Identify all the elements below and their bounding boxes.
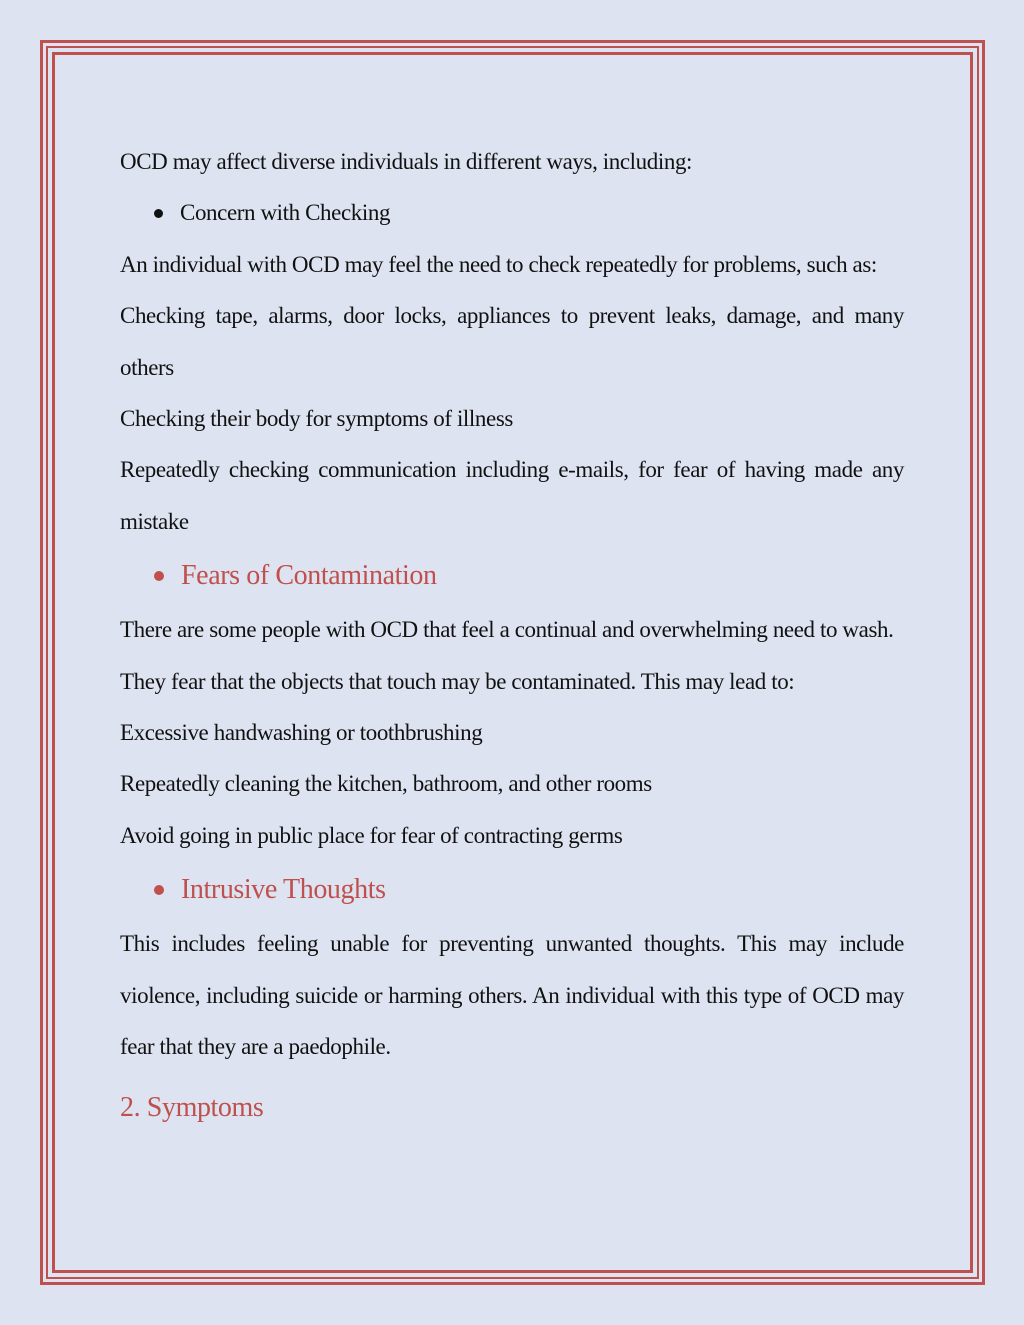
contamination-lead-text: There are some people with OCD that feel a continual and overwhelming need to wash. (120, 617, 894, 643)
contamination-item: Avoid going in public place for fear of contracting germs (120, 822, 623, 848)
heading-fears-of-contamination (154, 547, 904, 604)
bullet-dot-icon (154, 209, 163, 218)
bullet-concern-with-checking (154, 187, 904, 238)
intrusive-thoughts-text: This includes feeling unable for preventing unwanted thoughts. This may include violence, including suicide or harming others. An individual with this type of OCD may fear that they are a paedophile. (120, 931, 904, 1060)
bullet-label: Fears of Contamination (181, 560, 437, 592)
bullet-dot-icon (154, 885, 164, 895)
heading-intrusive-thoughts (154, 861, 904, 918)
intro-text: OCD may affect diverse individuals in different ways, including: (120, 149, 693, 174)
bullet-label: Concern with Checking (180, 200, 391, 226)
bullet-dot-icon (154, 571, 164, 581)
checking-item: Checking their body for symptoms of illness (120, 406, 513, 432)
checking-item: Checking tape, alarms, door locks, appliances to prevent leaks, damage, and many others (120, 303, 904, 380)
contamination-item: Excessive handwashing or toothbrushing (120, 720, 483, 746)
checking-item: Repeatedly checking communication including e-mails, for fear of having made any mistake (120, 457, 904, 534)
contamination-lead-text: They fear that the objects that touch may be contaminated. This may lead to: (120, 668, 795, 694)
checking-lead-text: An individual with OCD may feel the need to check repeatedly for problems, such as: (120, 251, 877, 277)
bullet-label: Intrusive Thoughts (181, 874, 386, 906)
contamination-item: Repeatedly cleaning the kitchen, bathroom, and other rooms (120, 771, 652, 797)
document-body (120, 136, 904, 1136)
section-heading-symptoms: 2. Symptoms (120, 1091, 264, 1123)
